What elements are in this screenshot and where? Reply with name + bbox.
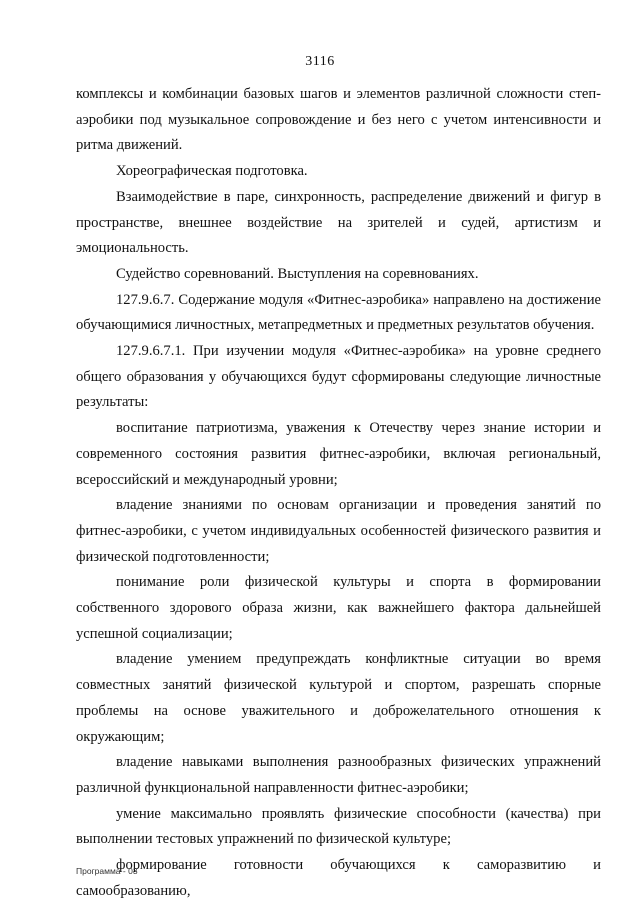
paragraph-127-9-6-7-1: 127.9.6.7.1. При изучении модуля «Фитнес-аэробика» на уровне среднего общего образования у обучающихся будут сформированы следующие личностные результаты: [76, 343, 601, 411]
paragraph-conflict-prevention: владение умением предупреждать конфликтные ситуации во время совместных занятий физической культурой и спортом, разрешать спорные проблемы на основе уважительного и доброжелательного отношения к окружающим; [76, 651, 601, 745]
paragraph-choreography-heading: Хореографическая подготовка. [116, 163, 308, 180]
paragraph-pair-interaction: Взаимодействие в паре, синхронность, распределение движений и фигур в пространстве, внешнее воздействие на зрителей и судей, артистизм и эмоциональность. [76, 188, 601, 257]
paragraph-self-development: формирование готовности обучающихся к саморазвитию и самообразованию, [76, 857, 601, 899]
paragraph-127-9-6-7: 127.9.6.7. Содержание модуля «Фитнес-аэробика» направлено на достижение обучающимися личностных, метапредметных и предметных результатов обучения. [76, 291, 601, 334]
paragraph-continuation: комплексы и комбинации базовых шагов и элементов различной сложности степ-аэробики под музыкальное сопровождение и без него с учетом интенсивности и ритма движений. [76, 86, 601, 154]
paragraph-judging: Судейство соревнований. Выступления на соревнованиях. [116, 265, 479, 282]
paragraph-knowledge: владение знаниями по основам организации и проведения занятий по фитнес-аэробики, с учетом индивидуальных особенностей физического развития и физической подготовленности; [76, 497, 601, 565]
paragraph-skills: владение навыками выполнения разнообразных физических упражнений различной функциональной направленности фитнес-аэробики; [76, 754, 601, 796]
document-body [76, 82, 601, 905]
paragraph-patriotism: воспитание патриотизма, уважения к Отечеству через знание истории и современного состояния развития фитнес-аэробики, включая региональный, всероссийский и международный уровни; [76, 420, 601, 488]
footer-label: Программа - 03 [76, 866, 138, 876]
page-number: 3116 [305, 54, 335, 69]
paragraph-understanding: понимание роли физической культуры и спорта в формировании собственного здорового образа жизни, как важнейшего фактора дальнейшей успешной социализации; [76, 574, 601, 642]
paragraph-abilities: умение максимально проявлять физические способности (качества) при выполнении тестовых упражнений по физической культуре; [76, 805, 601, 848]
